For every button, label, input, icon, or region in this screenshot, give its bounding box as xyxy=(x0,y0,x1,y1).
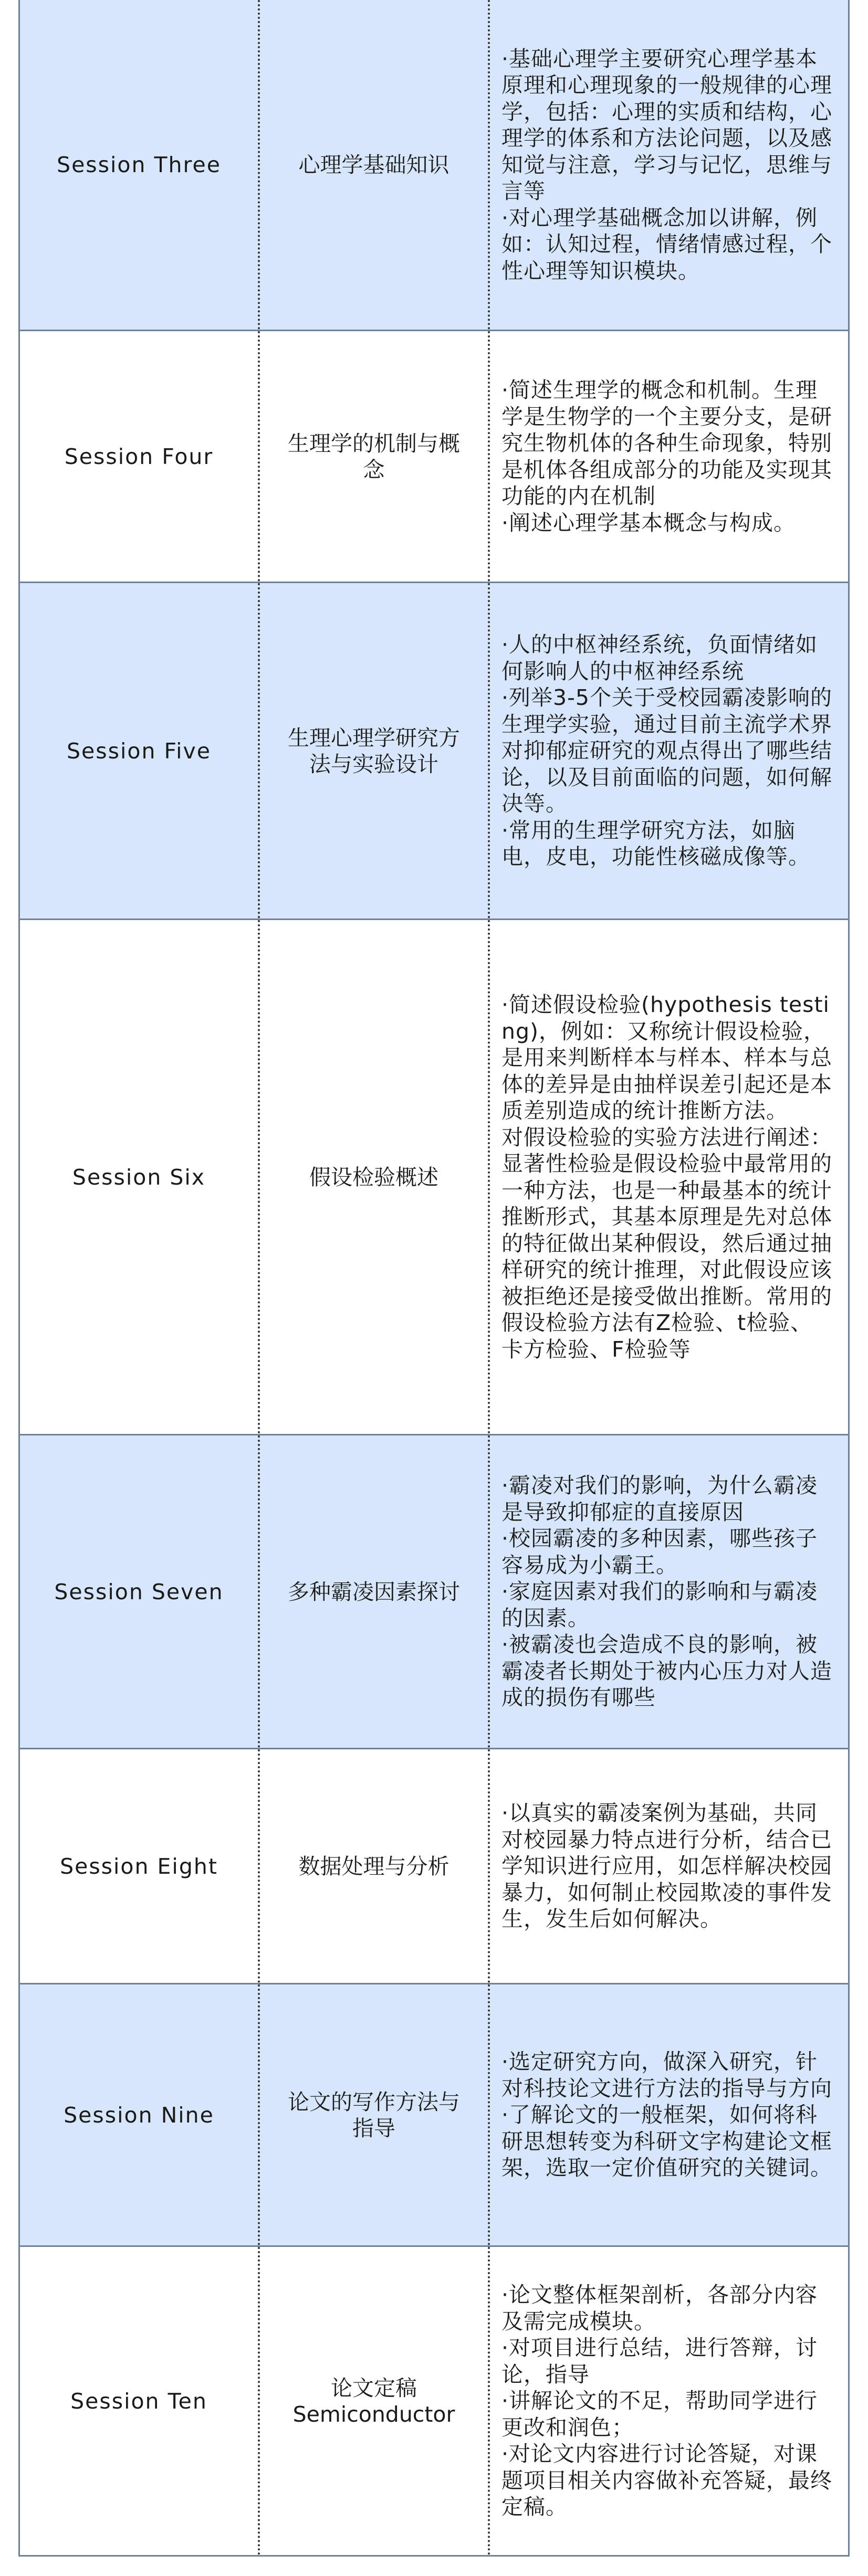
topic-cell: 多种霸凌因素探讨 xyxy=(260,1435,490,1748)
session-cell: Session Five xyxy=(20,583,260,919)
topic-cell: 论文定稿 Semiconductor xyxy=(260,2247,490,2555)
table-row xyxy=(20,330,848,582)
session-cell: Session Seven xyxy=(20,1435,260,1748)
topic-cell: 生理心理学研究方法与实验设计 xyxy=(260,583,490,919)
content-cell: ·选定研究方向，做深入研究，针对科技论文进行方法的指导与方向 ·了解论文的一般框架，如何将科研思想转变为科研文字构建论文框架，选取一定价值研究的关键词。 xyxy=(501,2049,832,2181)
content-cell: ·论文整体框架剖析，各部分内容及需完成模块。 ·对项目进行总结，进行答辩，讨论，指导 ·讲解论文的不足，帮助同学进行更改和润色； ·对论文内容进行讨论答疑，对课题项目相关内容做补充答疑，最终定稿。 xyxy=(501,2282,832,2520)
table-row xyxy=(20,1983,848,2245)
content-cell: ·基础心理学主要研究心理学基本原理和心理现象的一般规律的心理学，包括：心理的实质和结构，心理学的体系和方法论问题，以及感知觉与注意，学习与记忆，思维与言等 ·对心理学基础概念加以讲解，例如：认知过程，情绪情感过程，个性心理等知识模块。 xyxy=(501,46,832,283)
session-cell: Session Six xyxy=(20,920,260,1434)
curriculum-table xyxy=(18,0,850,2557)
topic-cell: 心理学基础知识 xyxy=(260,0,490,330)
content-cell: ·以真实的霸凌案例为基础，共同对校园暴力特点进行分析，结合已学知识进行应用，如怎样解决校园暴力，如何制止校园欺凌的事件发生，发生后如何解决。 xyxy=(501,1800,832,1932)
session-cell: Session Four xyxy=(20,331,260,582)
topic-cell: 假设检验概述 xyxy=(260,920,490,1434)
content-cell: ·简述假设检验(hypothesis testing)，例如：又称统计假设检验，是用来判断样本与样本、样本与总体的差异是由抽样误差引起还是本质差别造成的统计推断方法。 对假设检验的实验方法进行阐述：显著性检验是假设检验中最常用的一种方法，也是一种最基本的统计推断形式，其基本原理是先对总体的特征做出某种假设，然后通过抽样研究的统计推理，对此假设应该被拒绝还是接受做出推断。常用的假设检验方法有Z检验、t检验、卡方检验、F检验等 xyxy=(501,992,832,1362)
session-cell: Session Ten xyxy=(20,2247,260,2555)
content-cell: ·霸凌对我们的影响，为什么霸凌是导致抑郁症的直接原因 ·校园霸凌的多种因素，哪些孩子容易成为小霸王。 ·家庭因素对我们的影响和与霸凌的因素。 ·被霸凌也会造成不良的影响，被霸凌者长期处于被内心压力对人造成的损伤有哪些 xyxy=(501,1473,832,1711)
table-row xyxy=(20,1748,848,1983)
content-cell: ·简述生理学的概念和机制。生理学是生物学的一个主要分支，是研究生物机体的各种生命现象，特别是机体各组成部分的功能及实现其功能的内在机制 ·阐述心理学基本概念与构成。 xyxy=(501,377,832,535)
table-row xyxy=(20,919,848,1434)
session-cell: Session Three xyxy=(20,0,260,330)
topic-cell: 论文的写作方法与指导 xyxy=(260,1984,490,2245)
table-row xyxy=(20,0,848,330)
table-row xyxy=(20,582,848,919)
table-row xyxy=(20,1434,848,1748)
topic-cell: 生理学的机制与概念 xyxy=(260,331,490,582)
table-row xyxy=(20,2245,848,2555)
session-cell: Session Nine xyxy=(20,1984,260,2245)
session-cell: Session Eight xyxy=(20,1749,260,1983)
topic-cell: 数据处理与分析 xyxy=(260,1749,490,1983)
content-cell: ·人的中枢神经系统，负面情绪如何影响人的中枢神经系统 ·列举3-5个关于受校园霸凌影响的生理学实验，通过目前主流学术界对抑郁症研究的观点得出了哪些结论，以及目前面临的问题，如何解决等。 ·常用的生理学研究方法，如脑电，皮电，功能性核磁成像等。 xyxy=(501,632,832,870)
